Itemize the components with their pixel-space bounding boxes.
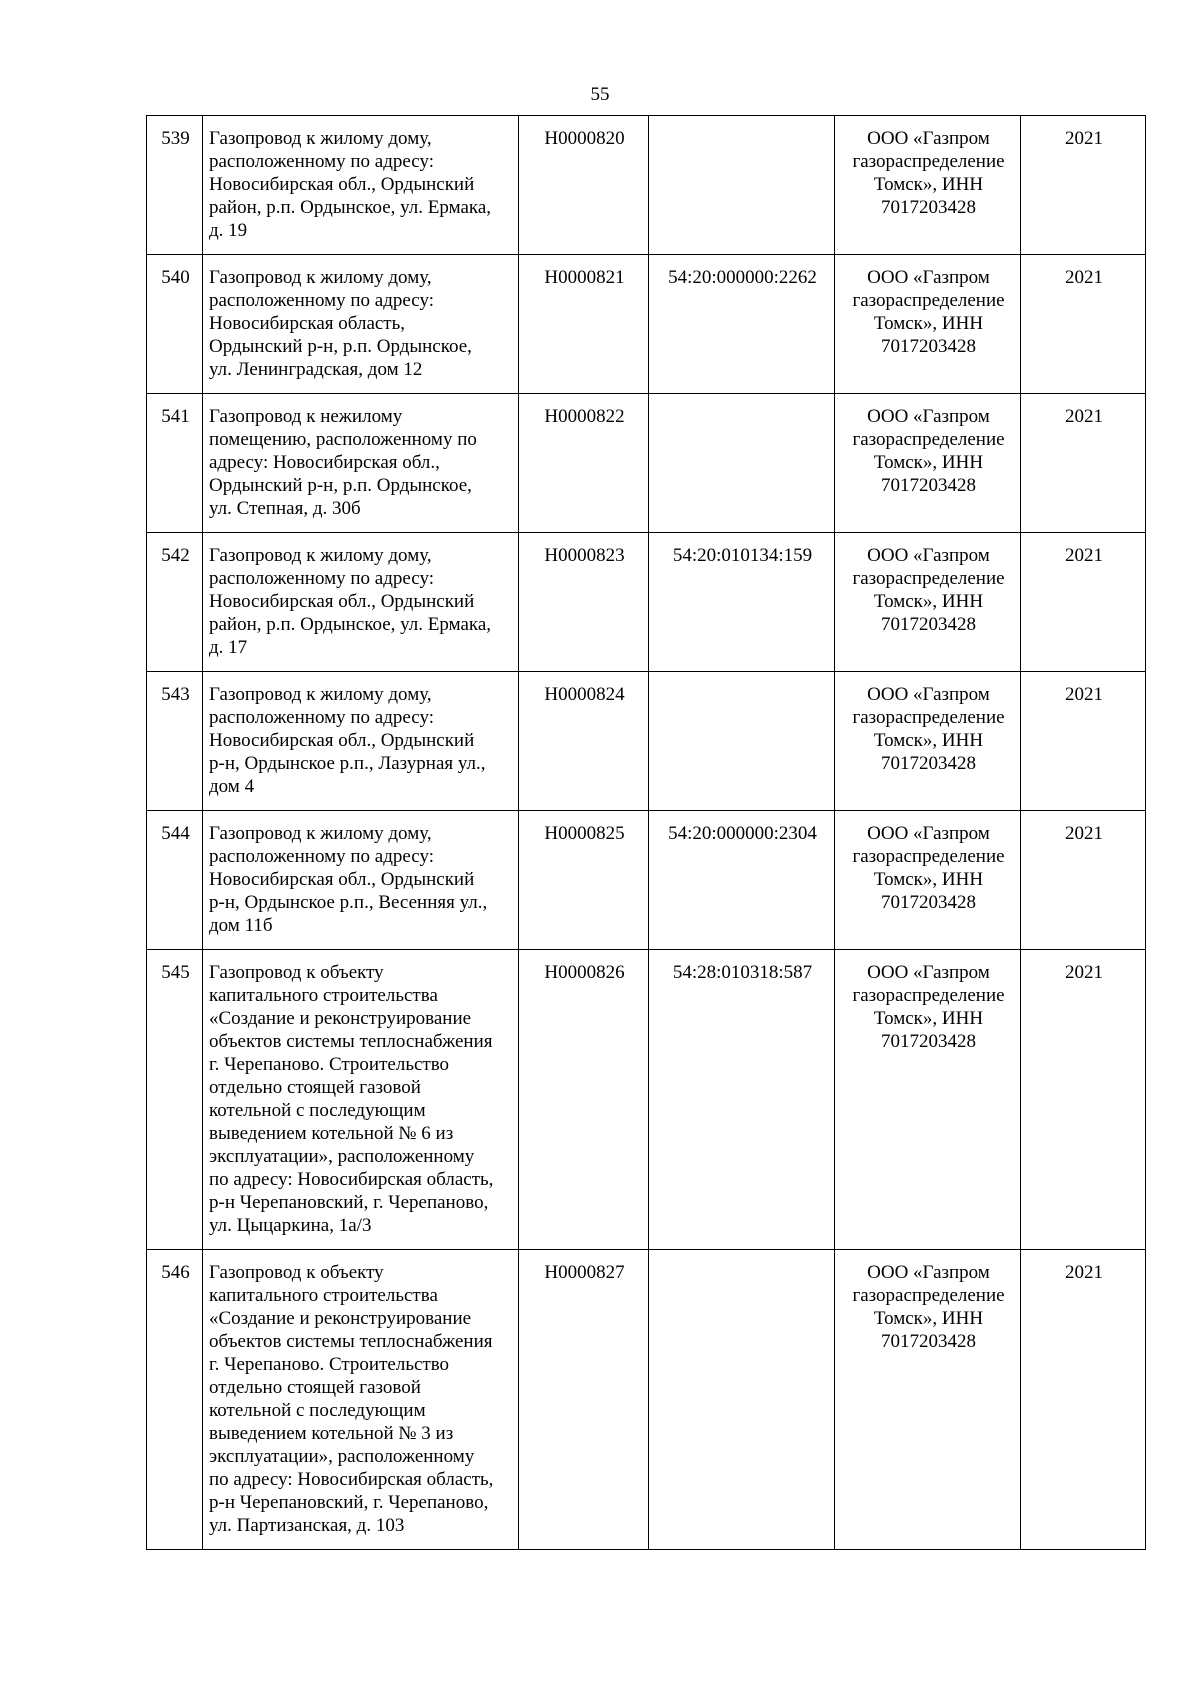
object-name-line: ул. Партизанская, д. 103 <box>209 1515 405 1536</box>
table-row <box>147 255 1146 394</box>
object-name-line: котельной с последующим <box>209 1400 426 1421</box>
organization-line: 7017203428 <box>881 1331 976 1352</box>
year-cell: 2021 <box>1021 533 1146 672</box>
organization-line: Томск», ИНН <box>873 313 984 334</box>
organization-line: газораспределение <box>852 429 1005 450</box>
object-name-line: Новосибирская обл., Ордынский <box>209 174 475 195</box>
organization-cell <box>835 116 1021 255</box>
organization-line: газораспределение <box>852 151 1005 172</box>
organization-line: 7017203428 <box>881 336 976 357</box>
object-name-line: «Создание и реконструирование <box>209 1008 472 1029</box>
cadastral-number-cell: 54:20:000000:2262 <box>649 255 835 394</box>
inventory-number-cell: Н0000821 <box>519 255 649 394</box>
organization-line: ООО «Газпром <box>867 267 990 288</box>
object-name-line: р-н, Ордынское р.п., Лазурная ул., <box>209 753 486 774</box>
organization-line: ООО «Газпром <box>867 962 990 983</box>
object-name-line: ул. Цыцаркина, 1а/3 <box>209 1215 372 1236</box>
cadastral-number-cell <box>649 672 835 811</box>
organization-line: Томск», ИНН <box>873 1308 984 1329</box>
object-name-cell <box>203 394 519 533</box>
object-name-line: р-н, Ордынское р.п., Весенняя ул., <box>209 892 488 913</box>
object-name-line: по адресу: Новосибирская область, <box>209 1469 494 1490</box>
organization-line: 7017203428 <box>881 753 976 774</box>
organization-line: ООО «Газпром <box>867 1262 990 1283</box>
year-cell: 2021 <box>1021 811 1146 950</box>
table-row <box>147 533 1146 672</box>
object-name-line: по адресу: Новосибирская область, <box>209 1169 494 1190</box>
object-name-line: расположенному по адресу: <box>209 846 434 867</box>
cadastral-number-cell <box>649 394 835 533</box>
inventory-number-cell: Н0000825 <box>519 811 649 950</box>
organization-line: газораспределение <box>852 1285 1005 1306</box>
inventory-number-cell: Н0000822 <box>519 394 649 533</box>
registry-table <box>146 115 1146 1550</box>
year-cell: 2021 <box>1021 950 1146 1250</box>
object-name-line: выведением котельной № 3 из <box>209 1423 454 1444</box>
organization-cell <box>835 950 1021 1250</box>
table-row <box>147 116 1146 255</box>
object-name-line: ул. Степная, д. 30б <box>209 498 361 519</box>
year-cell: 2021 <box>1021 672 1146 811</box>
cadastral-number-cell <box>649 116 835 255</box>
object-name-line: Новосибирская обл., Ордынский <box>209 591 475 612</box>
object-name-line: Газопровод к объекту <box>209 962 384 983</box>
object-name-line: г. Черепаново. Строительство <box>209 1354 450 1375</box>
organization-line: Томск», ИНН <box>873 591 984 612</box>
object-name-line: Газопровод к нежилому <box>209 406 403 427</box>
object-name-cell <box>203 255 519 394</box>
organization-cell <box>835 394 1021 533</box>
organization-line: 7017203428 <box>881 475 976 496</box>
object-name-line: эксплуатации», расположенному <box>209 1446 475 1467</box>
cadastral-number-cell <box>649 1250 835 1550</box>
organization-line: 7017203428 <box>881 1031 976 1052</box>
object-name-cell <box>203 950 519 1250</box>
organization-line: Томск», ИНН <box>873 174 984 195</box>
object-name-line: дом 11б <box>209 915 273 936</box>
table-row <box>147 394 1146 533</box>
organization-line: ООО «Газпром <box>867 406 990 427</box>
object-name-line: помещению, расположенному по <box>209 429 477 450</box>
table-row <box>147 672 1146 811</box>
row-number-cell: 542 <box>147 533 203 672</box>
object-name-line: расположенному по адресу: <box>209 568 434 589</box>
organization-line: Томск», ИНН <box>873 730 984 751</box>
object-name-line: Новосибирская обл., Ордынский <box>209 730 475 751</box>
inventory-number-cell: Н0000823 <box>519 533 649 672</box>
object-name-cell <box>203 533 519 672</box>
inventory-number-cell: Н0000826 <box>519 950 649 1250</box>
inventory-number-cell: Н0000820 <box>519 116 649 255</box>
object-name-line: Новосибирская область, <box>209 313 406 334</box>
object-name-line: расположенному по адресу: <box>209 707 434 728</box>
row-number-cell: 546 <box>147 1250 203 1550</box>
organization-line: ООО «Газпром <box>867 128 990 149</box>
organization-line: газораспределение <box>852 985 1005 1006</box>
object-name-cell <box>203 811 519 950</box>
organization-cell <box>835 1250 1021 1550</box>
year-cell: 2021 <box>1021 1250 1146 1550</box>
row-number-cell: 540 <box>147 255 203 394</box>
organization-line: ООО «Газпром <box>867 823 990 844</box>
organization-line: ООО «Газпром <box>867 545 990 566</box>
organization-cell <box>835 533 1021 672</box>
object-name-line: расположенному по адресу: <box>209 290 434 311</box>
object-name-line: р-н Черепановский, г. Черепаново, <box>209 1492 489 1513</box>
object-name-line: д. 19 <box>209 220 248 241</box>
object-name-line: объектов системы теплоснабжения <box>209 1331 493 1352</box>
year-cell: 2021 <box>1021 394 1146 533</box>
organization-line: газораспределение <box>852 568 1005 589</box>
object-name-line: Газопровод к жилому дому, <box>209 684 432 705</box>
object-name-line: Ордынский р-н, р.п. Ордынское, <box>209 336 472 357</box>
organization-line: ООО «Газпром <box>867 684 990 705</box>
object-name-line: «Создание и реконструирование <box>209 1308 472 1329</box>
object-name-line: адресу: Новосибирская обл., <box>209 452 440 473</box>
organization-line: 7017203428 <box>881 197 976 218</box>
row-number-cell: 545 <box>147 950 203 1250</box>
object-name-line: капитального строительства <box>209 985 438 1006</box>
table-row <box>147 811 1146 950</box>
organization-line: 7017203428 <box>881 614 976 635</box>
object-name-line: котельной с последующим <box>209 1100 426 1121</box>
object-name-line: г. Черепаново. Строительство <box>209 1054 450 1075</box>
object-name-line: эксплуатации», расположенному <box>209 1146 475 1167</box>
object-name-line: Газопровод к объекту <box>209 1262 384 1283</box>
year-cell: 2021 <box>1021 116 1146 255</box>
row-number-cell: 544 <box>147 811 203 950</box>
object-name-line: отдельно стоящей газовой <box>209 1377 421 1398</box>
object-name-line: капитального строительства <box>209 1285 438 1306</box>
cadastral-number-cell: 54:20:000000:2304 <box>649 811 835 950</box>
page-number: 55 <box>590 84 610 105</box>
organization-line: Томск», ИНН <box>873 1008 984 1029</box>
object-name-line: Ордынский р-н, р.п. Ордынское, <box>209 475 472 496</box>
object-name-cell <box>203 1250 519 1550</box>
organization-cell <box>835 255 1021 394</box>
organization-line: Томск», ИНН <box>873 452 984 473</box>
inventory-number-cell: Н0000827 <box>519 1250 649 1550</box>
year-cell: 2021 <box>1021 255 1146 394</box>
row-number-cell: 539 <box>147 116 203 255</box>
object-name-line: Газопровод к жилому дому, <box>209 545 432 566</box>
organization-line: газораспределение <box>852 846 1005 867</box>
object-name-line: район, р.п. Ордынское, ул. Ермака, <box>209 614 492 635</box>
object-name-line: д. 17 <box>209 637 248 658</box>
table-row <box>147 950 1146 1250</box>
object-name-line: Газопровод к жилому дому, <box>209 823 432 844</box>
table-row <box>147 1250 1146 1550</box>
object-name-line: дом 4 <box>209 776 255 797</box>
organization-cell <box>835 811 1021 950</box>
organization-line: 7017203428 <box>881 892 976 913</box>
organization-line: Томск», ИНН <box>873 869 984 890</box>
cadastral-number-cell: 54:28:010318:587 <box>649 950 835 1250</box>
object-name-line: отдельно стоящей газовой <box>209 1077 421 1098</box>
cadastral-number-cell: 54:20:010134:159 <box>649 533 835 672</box>
object-name-line: Газопровод к жилому дому, <box>209 267 432 288</box>
row-number-cell: 543 <box>147 672 203 811</box>
object-name-line: район, р.п. Ордынское, ул. Ермака, <box>209 197 492 218</box>
object-name-line: ул. Ленинградская, дом 12 <box>209 359 423 380</box>
object-name-line: Газопровод к жилому дому, <box>209 128 432 149</box>
organization-line: газораспределение <box>852 707 1005 728</box>
row-number-cell: 541 <box>147 394 203 533</box>
organization-cell <box>835 672 1021 811</box>
object-name-line: расположенному по адресу: <box>209 151 434 172</box>
object-name-line: Новосибирская обл., Ордынский <box>209 869 475 890</box>
object-name-line: выведением котельной № 6 из <box>209 1123 454 1144</box>
object-name-cell <box>203 672 519 811</box>
object-name-line: р-н Черепановский, г. Черепаново, <box>209 1192 489 1213</box>
object-name-line: объектов системы теплоснабжения <box>209 1031 493 1052</box>
object-name-cell <box>203 116 519 255</box>
registry-table-body <box>147 116 1146 1550</box>
organization-line: газораспределение <box>852 290 1005 311</box>
inventory-number-cell: Н0000824 <box>519 672 649 811</box>
